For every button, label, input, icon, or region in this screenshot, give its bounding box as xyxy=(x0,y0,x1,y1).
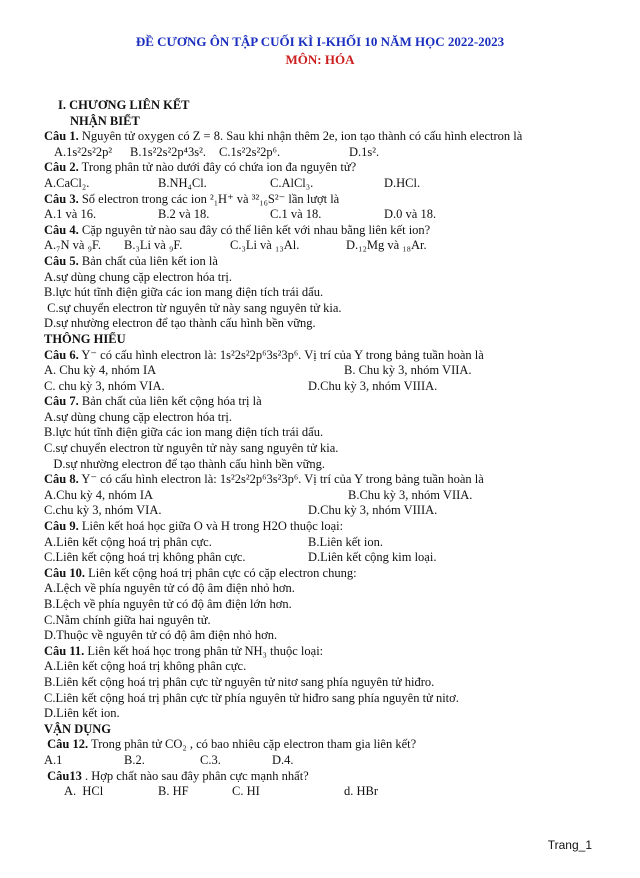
option-a: A. Chu kỳ 4, nhóm IA xyxy=(44,363,157,378)
question-9-options-1 xyxy=(44,535,624,551)
option-b: B. HF xyxy=(158,784,189,799)
option-b: B.1s²2s²2p⁴3s². xyxy=(130,144,207,159)
option-a: A.sự dùng chung cặp electron hóa trị. xyxy=(44,409,232,424)
question-4-options xyxy=(44,238,624,254)
option-d: D.Thuộc về nguyên tử có độ âm điện nhỏ hơn. xyxy=(44,628,278,643)
page-number: Trang_1 xyxy=(547,838,592,852)
option-c: C.AlCl₃. xyxy=(270,175,314,190)
question-2-options xyxy=(44,176,624,192)
option-c: C. HI xyxy=(232,784,260,799)
question-13: Câu13 . Hợp chất nào sau đây phân cực mạnh nhất? xyxy=(44,768,309,783)
option-a: A.Lệch về phía nguyên tử có độ âm điện nhỏ hơn. xyxy=(44,581,295,596)
option-d: D.sự nhường electron để tạo thành cấu hình bền vững. xyxy=(44,456,326,471)
document-body xyxy=(44,98,624,800)
question-10: Câu 10. Liên kết cộng hoá trị phân cực có cặp electron chung: xyxy=(44,565,357,580)
option-d: D.HCl. xyxy=(384,175,421,190)
question-9: Câu 9. Liên kết hoá học giữa O và H trong H2O thuộc loại: xyxy=(44,519,344,534)
option-b: B.₃Li và ₉F. xyxy=(124,238,183,253)
question-3: Câu 3. Số electron trong các ion ²₁H⁺ và ³²₁₆S²⁻ lần lượt là xyxy=(44,191,340,206)
option-b: B.lực hút tĩnh điện giữa các ion mang điện tích trái dấu. xyxy=(44,425,324,440)
question-1: Câu 1. Nguyên tử oxygen có Z = 8. Sau khi nhận thêm 2e, ion tạo thành có cấu hình electron là xyxy=(44,129,523,144)
option-b: B.Liên kết cộng hoá trị phân cực từ nguyên tử nitơ sang phía nguyên tử hiđro. xyxy=(44,674,435,689)
option-a: A.Liên kết cộng hoá trị phân cực. xyxy=(44,534,212,549)
option-d: D.₁₂Mg và ₁₈Ar. xyxy=(346,238,427,253)
option-c: C.1 và 18. xyxy=(270,207,322,222)
option-a: A.1 và 16. xyxy=(44,207,97,222)
option-a: A.CaCl₂. xyxy=(44,175,90,190)
question-2: Câu 2. Trong phân tử nào dưới đây có chứa ion đa nguyên tử? xyxy=(44,160,357,175)
option-d: D.sự nhường electron để tạo thành cấu hình bền vững. xyxy=(44,316,316,331)
option-a: A.Chu kỳ 4, nhóm IA xyxy=(44,487,154,502)
option-a: A.1 xyxy=(44,752,63,767)
option-a: A. HCl xyxy=(64,784,104,799)
option-c: C. chu kỳ 3, nhóm VIA. xyxy=(44,378,165,393)
option-b: B.Chu kỳ 3, nhóm VIIA. xyxy=(348,487,473,502)
option-a: A.sự dùng chung cặp electron hóa trị. xyxy=(44,269,232,284)
chapter-heading: I. CHƯƠNG LIÊN KẾT xyxy=(58,98,190,112)
question-8-options-2 xyxy=(44,503,624,519)
question-8: Câu 8. Y⁻ có cấu hình electron là: 1s²2s²2p⁶3s²3p⁶. Vị trí của Y trong bảng tuần hoàn là xyxy=(44,472,484,487)
option-b: B.2 và 18. xyxy=(158,207,210,222)
option-a: A.Liên kết cộng hoá trị không phân cực. xyxy=(44,659,247,674)
option-d: D.Chu kỳ 3, nhóm VIIIA. xyxy=(308,503,438,518)
option-c: C.Nằm chính giữa hai nguyên tử. xyxy=(44,612,211,627)
question-12-options xyxy=(44,753,624,769)
option-b: B.Liên kết ion. xyxy=(308,534,383,549)
question-4: Câu 4. Cặp nguyên tử nào sau đây có thể liên kết với nhau bằng liên kết ion? xyxy=(44,222,431,237)
question-1-options xyxy=(44,145,624,161)
option-c: C.Liên kết cộng hoá trị không phân cực. xyxy=(44,550,246,565)
question-5: Câu 5. Bản chất của liên kết ion là xyxy=(44,253,218,268)
option-d: D.0 và 18. xyxy=(384,207,437,222)
question-7: Câu 7. Bản chất của liên kết cộng hóa trị là xyxy=(44,394,262,409)
option-c: C.chu kỳ 3, nhóm VIA. xyxy=(44,503,162,518)
option-b: B.2. xyxy=(124,752,145,767)
question-11: Câu 11. Liên kết hoá học trong phân tử NH₃ thuộc loại: xyxy=(44,643,324,658)
level-heading-thong-hieu: THÔNG HIỂU xyxy=(44,331,126,346)
option-b: B.NH₄Cl. xyxy=(158,175,207,190)
option-a: A.1s²2s²2p² xyxy=(54,144,113,159)
option-c: C.sự chuyển electron từ nguyên tử này sang nguyên tử kia. xyxy=(44,441,339,456)
question-6-options-1 xyxy=(44,363,624,379)
option-b: B.lực hút tĩnh điện giữa các ion mang điện tích trái dấu. xyxy=(44,285,324,300)
question-3-options xyxy=(44,207,624,223)
option-a: A.₇N và ₉F. xyxy=(44,238,102,253)
question-8-options-1 xyxy=(44,488,624,504)
option-c: C.1s²2s²2p⁶. xyxy=(219,144,281,159)
option-c: C.sự chuyển electron từ nguyên tử này sang nguyên tử kia. xyxy=(44,300,342,315)
option-d: D.4. xyxy=(272,752,294,767)
option-d: D.Liên kết cộng kim loại. xyxy=(308,550,437,565)
subject-title: MÔN: HÓA xyxy=(285,52,355,67)
level-heading-van-dung: VẬN DỤNG xyxy=(44,721,112,736)
question-13-options xyxy=(44,784,624,800)
option-d: d. HBr xyxy=(344,784,379,799)
option-d: D.Liên kết ion. xyxy=(44,706,120,721)
question-6-options-2 xyxy=(44,379,624,395)
option-b: B. Chu kỳ 3, nhóm VIIA. xyxy=(344,363,472,378)
level-heading-nhan-biet: NHẬN BIẾT xyxy=(70,113,140,128)
option-d: D.1s². xyxy=(349,144,380,159)
option-c: C.3. xyxy=(200,752,221,767)
question-12: Câu 12. Trong phân tử CO₂ , có bao nhiêu cặp electron tham gia liên kết? xyxy=(44,737,417,752)
question-9-options-2 xyxy=(44,550,624,566)
document-title: ĐỀ CƯƠNG ÔN TẬP CUỐI KÌ I-KHỐI 10 NĂM HỌC 2022-2023 xyxy=(135,34,505,49)
option-c: C.₃Li và ₁₃Al. xyxy=(230,238,300,253)
option-d: D.Chu kỳ 3, nhóm VIIIA. xyxy=(308,378,438,393)
option-c: C.Liên kết cộng hoá trị phân cực từ phía nguyên tử hiđro sang phía nguyên tử nitơ. xyxy=(44,690,459,705)
question-6: Câu 6. Y⁻ có cấu hình electron là: 1s²2s²2p⁶3s²3p⁶. Vị trí của Y trong bảng tuần hoàn là xyxy=(44,347,484,362)
option-b: B.Lệch về phía nguyên tử có độ âm điện lớn hơn. xyxy=(44,597,292,611)
